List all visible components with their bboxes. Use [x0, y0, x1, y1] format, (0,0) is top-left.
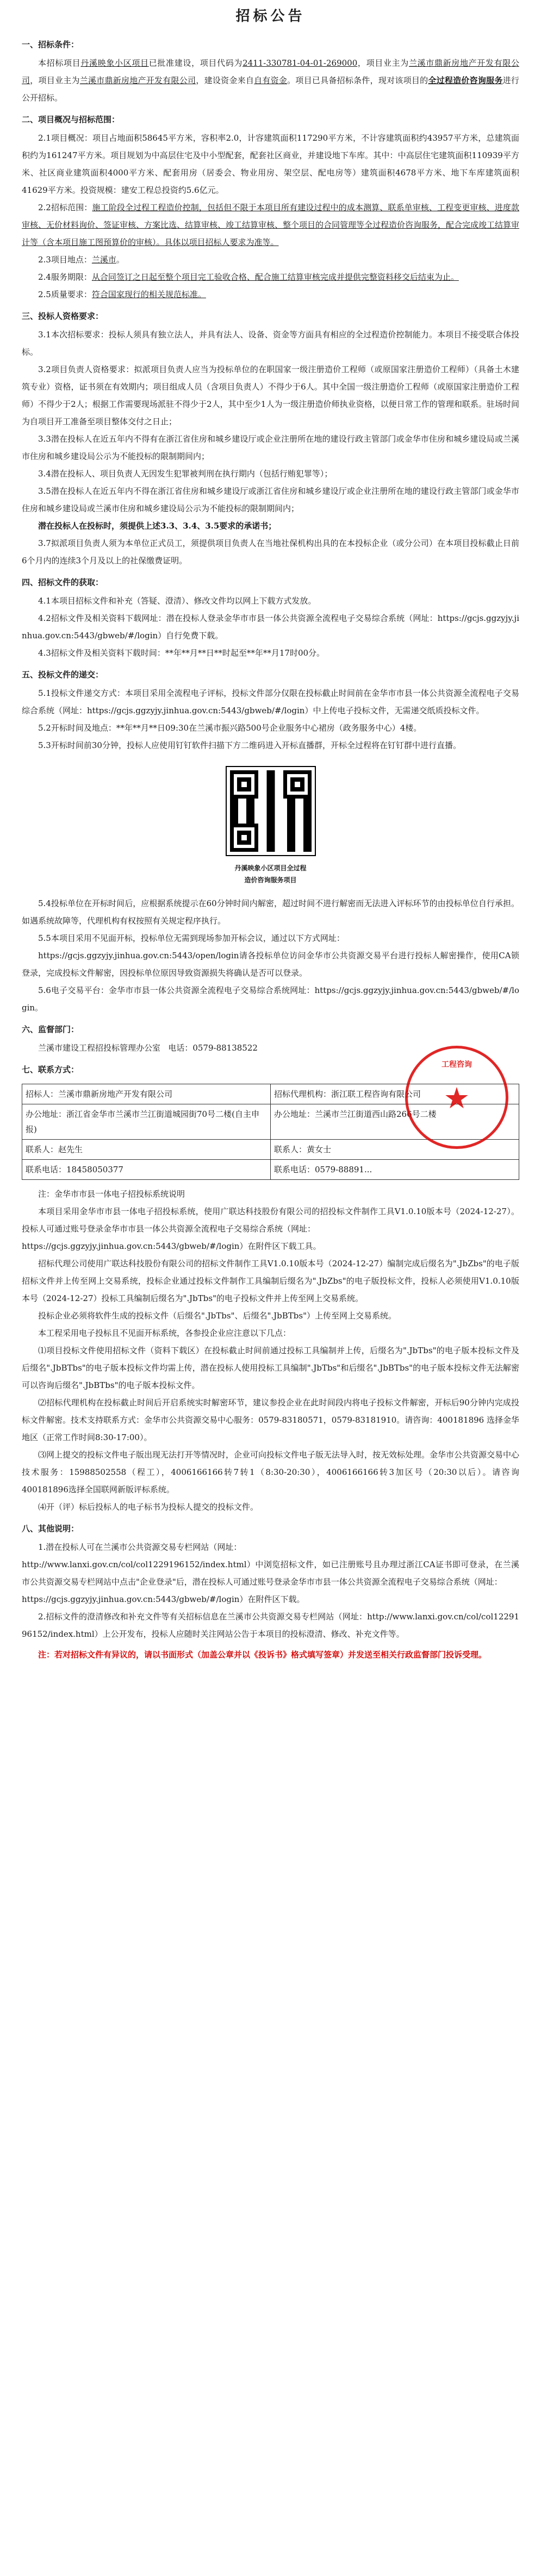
service-period-value: 从合同签订之日起至整个项目完工验收合格、配合施工结算审核完成并提供完整资料移交后结束为止。 — [91, 272, 459, 282]
project-owner: 兰溪市鼎新房地产开发有限公司 — [79, 76, 196, 85]
other-2[interactable]: 2.招标文件的澄清修改和补充文件等有关招标信息在兰溪市公共资源交易专栏网站（网址：http://www.lanxi.gov.cn/col/col1229196152/index.html）上公开发布，投标人应随时关注网站公告于本项目的投标澄清、修改、补充文件等。 — [22, 1612, 519, 1639]
agency-name: 招标代理机构：浙江联工程咨询有限公司 — [271, 1084, 519, 1104]
objection-notice: 注：若对招标文件有异议的，请以书面形式（加盖公章并以《投诉书》格式填写签章）并发送至相关行政监督部门投诉受理。 — [38, 1650, 487, 1660]
table-row — [22, 1160, 519, 1180]
qualification-3-4: 3.4潜在投标人、项目负责人无因发生犯罪被判刑在执行期内（包括行贿犯罪等）； — [38, 469, 333, 479]
table-row — [22, 1140, 519, 1160]
agency-contact: 联系人：黄女士 — [271, 1140, 519, 1160]
text-fragment: 。项目已具备招标条件，现对该项目的 — [287, 76, 428, 85]
quality-text — [22, 286, 519, 303]
submission-5-6[interactable]: 5.6电子交易平台：金华市市县一体公共资源全流程电子交易综合系统网址：https://gcjs.ggzyjy.jinhua.gov.cn:5443/gbweb/#/login。 — [22, 985, 519, 1013]
seal-star-icon: ★ — [443, 1081, 470, 1115]
submission-5-4: 5.4投标单位在开标时间后，应根据系统提示在60分钟时间内解密，超过时间不进行解密而无法进入评标环节的由投标单位自行承担。如遇系统故障等，代理机构有权按照有关规定程序执行。 — [22, 899, 519, 926]
qr-caption-line-2: 造价咨询服务项目 — [244, 876, 297, 884]
note-8: ⑷开（评）标后投标人的电子标书为投标人提交的投标文件。 — [38, 1502, 259, 1512]
submission-5-5: 5.5本项目采用不见面开标，投标单位无需到现场参加开标会议，通过以下方式网址： — [38, 933, 345, 943]
section-heading-contacts: 七、联系方式： — [22, 1065, 79, 1075]
section-heading-other: 八、其他说明： — [22, 1524, 79, 1534]
seal-text: 工程咨询 — [441, 1060, 472, 1069]
text-fragment: ，项目业主为 — [357, 58, 409, 68]
tender-scope: 全过程造价咨询服务 — [428, 76, 503, 85]
supervision-office: 兰溪市建设工程招投标管理办公室 — [38, 1043, 161, 1053]
location-text — [22, 251, 519, 268]
submission-5-1[interactable]: 5.1投标文件递交方式：本项目采用全流程电子评标，投标文件部分仅限在投标截止时间前在金华市市县一体公共资源全流程电子交易综合系统（网址：https://gcjs.ggzyjy.jinhua.gov.cn:5443/gbweb/#/login）中上传电子投标文件，无需递交纸质投标文件。 — [22, 688, 519, 715]
project-owner: 兰溪市鼎新房地产开发有限公司 — [22, 58, 519, 85]
table-row — [22, 1084, 519, 1104]
text-fragment: 。 — [116, 255, 125, 265]
note-6: ⑵招标代理机构在投标截止时间后开启系统实时解密环节，建议参投企业在此时间段内将电子投标文件解密，开标后90分钟内完成投标文件解密。技术支持联系方式：金华市公共资源交易中心服务：0579-83180571，0579-83181910。请咨询：400181896 选择金华地区（正常工作时间8:30-17:00）。 — [22, 1398, 519, 1442]
note-3: 投标企业必须将软件生成的投标文件（后缀名".JbTbs"、后缀名".JbBTbs"）上传至网上交易系统。 — [38, 1311, 397, 1321]
text-fragment: 3.3、3.4、3.5要求的承诺书； — [160, 521, 277, 531]
qualification-3-5: 3.5潜在投标人在近五年内不得在浙江省住房和城乡建设厅或浙江省住房和城乡建设厅或企业注册所在地的建设行政主管部门或金华市住房和城乡建设局或兰溪市住房和城乡建设局公示为不能投标的限制期间内； — [22, 486, 519, 513]
qr-caption-line-1: 丹溪映象小区项目全过程 — [234, 864, 307, 872]
section-heading-conditions: 一、招标条件： — [22, 40, 79, 49]
fund-source: 自有资金 — [254, 76, 288, 85]
text-fragment: 2.2招标范围： — [38, 203, 92, 212]
qualification-3-1: 3.1本次招标要求：投标人须具有独立法人，并具有法人、设备、资金等方面具有相应的全过程造价控制能力。本项目不接受联合体投标。 — [22, 330, 519, 357]
submission-5-2: 5.2开标时间及地点：**年**月**日09:30在兰溪市振兴路500号企业服务中心裙房（政务服务中心）4楼。 — [38, 723, 422, 733]
section-heading-qualification: 三、投标人资格要求： — [22, 311, 104, 321]
tenderer-name: 招标人：兰溪市鼎新房地产开发有限公司 — [22, 1084, 271, 1104]
text-fragment: 2.3项目地点： — [38, 255, 92, 265]
qualification-3-3: 3.3潜在投标人在近五年内不得有在浙江省住房和城乡建设厅或企业注册所在地的建设行政主管部门或金华市住房和城乡建设局或兰溪市住房和城乡建设局公示为不能投标的限制期间内； — [22, 434, 519, 461]
note-7: ⑶网上提交的投标文件电子版出现无法打开等情况时，企业可向投标文件电子版无法导入时，按无效标处理。金华市公共资源交易中心技术服务：15988502558（程工），4006166166转7转1（8:30-20:30），4006166166转3加区号（20:30以后）。请咨询400181896选择全国联网新版评标系统。 — [22, 1450, 520, 1494]
location-value: 兰溪市 — [91, 255, 116, 265]
note-2: 招标代理公司使用广联达科技股份有限公司的招标文件制作工具V1.0.10版本号（2024-12-27）编制完成后缀名为".JbZbs"的电子版招标文件并上传至网上交易系统，投标企业通过投标文件制作工具编制后缀名为".JbZbs"的电子版投标文件，投标人必须使用V1.0.10版本号（2024-12-27）投标工具编制后缀名为".JbTbs"的电子投标文件并上传至网上交易系统。 — [22, 1259, 519, 1303]
note-4: 本工程采用电子投标且不见面开标系统，各参投企业应注意以下几点： — [38, 1328, 291, 1338]
section-heading-documents: 四、招标文件的获取： — [22, 577, 104, 587]
text-fragment: 潜在投标人在投标时，须提供上述 — [38, 521, 161, 531]
note-5: ⑴项目投标文件使用招标文件（资料下载区）在投标截止时间前通过投标工具编制并上传，后缀名为".JbTbs"的电子版本投标文件及后缀名".JbBTbs"的电子版本投标文件均需上传，潜在投标人使用投标工具编制".JbTbs"和后缀名".JbBTbs"的电子版本投标文件无法解密可以咨询后缀名".JbBTbs"的电子版本投标文件。 — [22, 1346, 519, 1390]
other-1-link[interactable]: http://www.lanxi.gov.cn/col/col1229196152/index.html）中浏览招标文件，如已注册账号且办理过浙江CA证书即可登录，在兰溪市公共资源交易专栏网站中点击"企业登录"后，潜在投标人可通过账号登录金华市市县一体公共资源全流程电子交易综合系统（网址： — [22, 1560, 519, 1587]
supervision-text — [22, 1039, 519, 1057]
tenderer-address: 办公地址：浙江省金华市兰溪市兰江街道城园街70号二楼(自主申报) — [22, 1104, 271, 1140]
text-fragment: 2.4服务期限： — [38, 272, 92, 282]
overview-text: 2.1项目概况：项目占地面积58645平方米，容积率2.0，计容建筑面积117290平方米，不计容建筑面积约43957平方米，总建筑面积约为161247平方米。项目规划为中高层住宅及中小型配套，配套社区商业，并建设地下车库。其中：中高层住宅建筑面积110939平方米、社区商业建筑面积4000平方米、配套用房（居委会、物业用房、架空层、配电房等）建筑面积4678平方米、地下车库建筑面积41629平方米。投资规模：建安工程总投资约5.6亿元。 — [22, 133, 519, 195]
supervision-phone: 电话：0579-88138522 — [168, 1043, 258, 1053]
agency-phone: 联系电话：0579-88891... — [271, 1160, 519, 1180]
section-heading-submission: 五、投标文件的递交： — [22, 670, 104, 680]
other-1-link-2[interactable]: https://gcjs.ggzyjy.jinhua.gov.cn:5443/gbweb/#/login）在附件区下载。 — [22, 1594, 305, 1604]
qualification-3-6 — [22, 517, 519, 535]
service-period-text — [22, 268, 519, 286]
tenderer-contact: 联系人：赵先生 — [22, 1140, 271, 1160]
note-1-link[interactable]: https://gcjs.ggzyjy.jinhua.gov.cn:5443/gbweb/#/login）在附件区下载工具。 — [22, 1241, 321, 1251]
page-title: 招标公告 — [235, 8, 306, 24]
text-fragment: 进行公开招标。 — [22, 76, 519, 103]
other-1: 1.潜在投标人可在兰溪市公共资源交易专栏网站（网址： — [38, 1542, 242, 1552]
documents-4-3: 4.3招标文件及相关资料下载时间：**年**月**日**时起至**年**月17时00分。 — [38, 648, 325, 658]
text-fragment: ，项目业主为 — [30, 76, 80, 85]
tenderer-phone: 联系电话：18458050377 — [22, 1160, 271, 1180]
section-heading-supervision: 六、监督部门： — [22, 1025, 79, 1034]
qualification-3-7: 3.7拟派项目负责人须为本单位正式员工，须提供项目负责人在当地社保机构出具的在本投标企业（或分公司）在本项目投标截止日前6个月内的连续3个月及以上的社保缴费证明。 — [22, 538, 519, 566]
dingtalk-qr-block — [22, 767, 519, 885]
submission-5-5-link[interactable]: https://gcjs.ggzyjy.jinhua.gov.cn:5443/open/login请各投标单位访问金华市公共资源交易平台进行投标人解密操作，使用CA锁登录，完成投标文件解密，因投标单位原因导致资源损失将确认是否可以登录。 — [22, 951, 519, 978]
text-fragment: 本招标项目 — [38, 58, 81, 68]
text-fragment: 已批准建设，项目代码为 — [148, 58, 243, 68]
agency-address: 办公地址：兰溪市兰江街道西山路266号二楼 — [271, 1104, 519, 1140]
scope-text — [22, 199, 519, 251]
text-fragment: 2.5质量要求： — [38, 290, 92, 299]
scope-detail: 施工阶段全过程工程造价控制，包括但不限于本项目所有建设过程中的成本测算、联系单审核、工程变更审核、进度款审核、无价材料询价、签证审核、方案比选、结算审核、竣工结算审核、整个项目的合同管理等全过程造价咨询服务，配合完成竣工结算审计等（含本项目施工图预算价的审核）。具体以项目招标人要求为准等。 — [22, 203, 520, 247]
conditions-text — [22, 54, 519, 106]
documents-4-2[interactable]: 4.2招标文件及相关资料下载网址：潜在投标人登录金华市市县一体公共资源全流程电子交易综合系统（网址：https://gcjs.ggzyjy.jinhua.gov.cn:5443/gbweb/#/login）自行免费下载。 — [22, 613, 519, 640]
section-heading-overview: 二、项目概况与招标范围： — [22, 115, 120, 124]
table-row — [22, 1104, 519, 1140]
text-fragment: ，建设资金来自 — [196, 76, 254, 85]
contacts-table — [22, 1081, 519, 1180]
documents-4-1: 4.1本项目招标文件和补充（答疑、澄清）、修改文件均以网上下载方式发放。 — [38, 596, 316, 606]
quality-value: 符合国家现行的相关规范标准。 — [91, 290, 206, 299]
note-heading: 注：金华市市县一体电子招投标系统说明 — [38, 1189, 185, 1199]
qr-code-icon[interactable] — [227, 767, 315, 855]
submission-5-3: 5.3开标时间前30分钟，投标人应使用钉钉软件扫描下方二维码进入开标直播群，开标全过程将在钉钉群中进行直播。 — [38, 740, 461, 750]
project-name: 丹溪映象小区项目 — [80, 58, 149, 68]
note-1: 本项目采用金华市市县一体电子招投标系统，使用广联达科技股份有限公司的招投标文件制作工具V1.0.10版本号（2024-12-27）。投标人可通过账号登录金华市市县一体公共资源全流程电子交易综合系统（网址： — [22, 1207, 519, 1234]
qualification-3-2: 3.2项目负责人资格要求：拟派项目负责人应当为投标单位的在职国家一级注册造价工程师（或原国家注册造价工程师）（具备土木建筑专业）资格，证书须在有效期内；项目组成人员（含项目负责人）不得少于6人。其中全国一级注册造价工程师（或原国家注册造价工程师）不得少于2人；根据工作需要现场派驻不得少于2人，其中至少1人为一级注册造价师执业资格，以便日常工作的管理和联系。驻场时间为自项目开工准备至项目整体交付之日止； — [22, 365, 519, 426]
project-code: 2411-330781-04-01-269000 — [242, 58, 358, 68]
